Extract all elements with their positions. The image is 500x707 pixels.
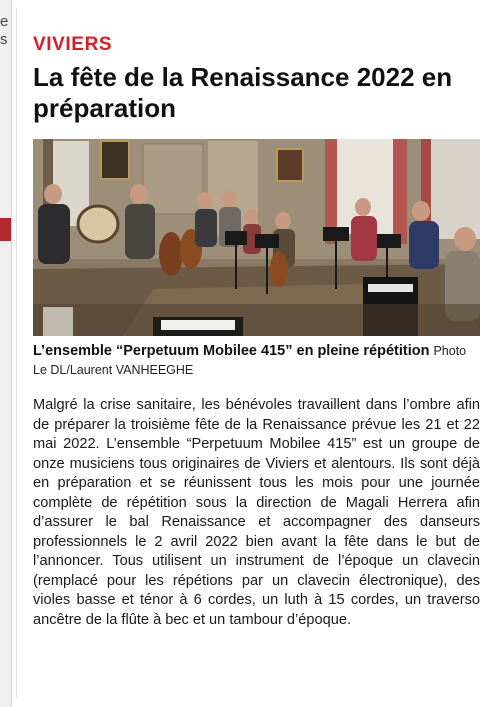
photo-of-ensemble-icon [33,139,480,336]
caption-text: L’ensemble “Perpetuum Mobilee 415” en pleine répétition [33,343,430,359]
adjacent-page-red-mark [0,218,11,241]
adjacent-page-text: s [0,33,8,47]
photo-credit: Photo Le DL/Laurent VANHEEGHE [33,344,467,377]
adjacent-page-edge [0,0,12,707]
article-photo [33,139,480,336]
article-body: Malgré la crise sanitaire, les bénévoles travaillent dans l’ombre afin de préparer la troisième fête de la Renaissance prévue les 21 et 22 mai 2022. L’ensemble “Perpetuum Mobilee 415” est un groupe de onze musiciens tous originaires de Viviers et alentours. Ils sont déjà en préparation et se réunissent tous les mois pour une journée complète de répétition sous la direction de Magali Herrera afin d’assurer le bal Renaissance et accompagner des danseurs professionnels le 2 avril 2022 bien avant la fête dans le but de l’annoncer. Tous utilisent un instrument de l’époque un clavecin (remplacé pour les répétions par un clavecin électronique), des violes basse et ténor à 6 cordes, un luth à 15 cordes, un traverso ancêtre de la flûte à bec et un tambour d’époque. [33,397,480,628]
photo-caption [33,342,478,380]
adjacent-page-text: e [0,15,9,29]
page-fold-shadow [16,8,17,698]
article-kicker: VIVIERS [33,34,113,55]
article-headline: La fête de la Renaissance 2022 en préparation [33,62,453,123]
